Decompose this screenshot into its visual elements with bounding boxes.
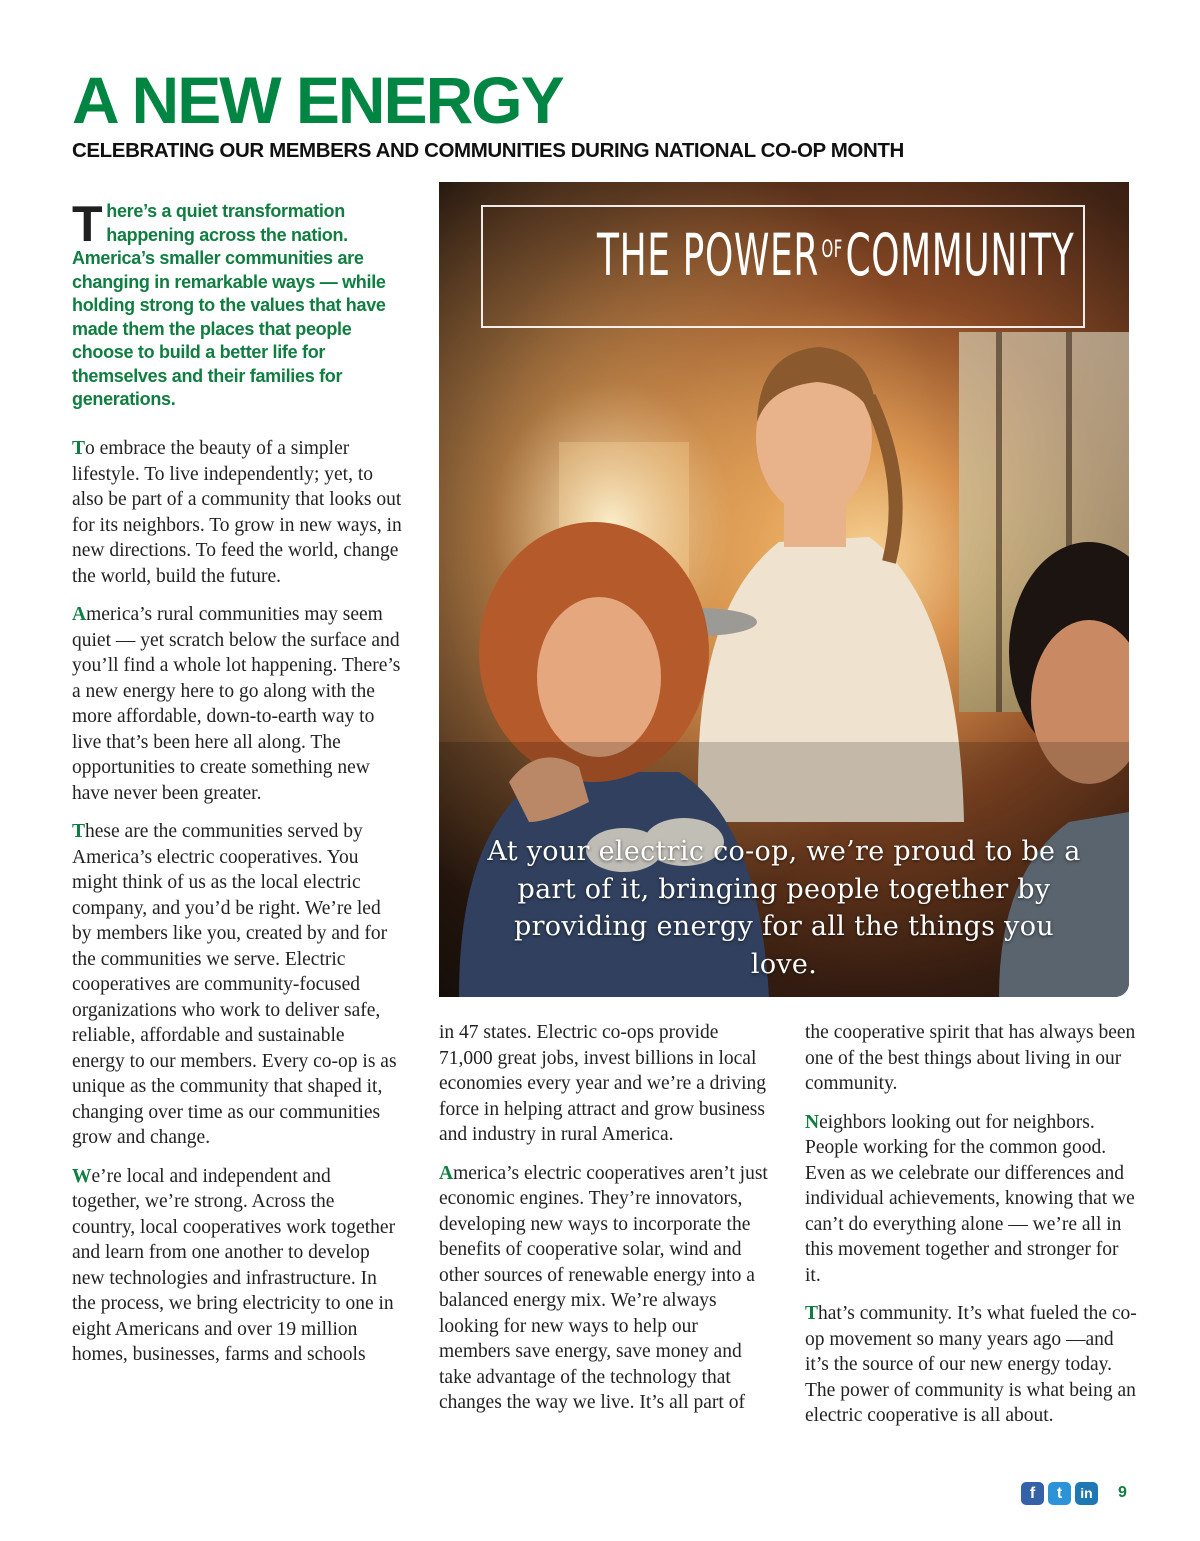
photo-title: [597, 221, 1075, 289]
photo-title-of: OF: [821, 235, 843, 263]
paragraph-text: merica’s rural communities may seem quiet — yet scratch below the surface and you’ll find a whole lot happening. There’s a new energy here to go along with the more affordable, down-to-earth way to live that’s been here all along. The opportunities to create something new have never been greater.: [72, 604, 401, 804]
photo-caption: At your electric co-op, we’re proud to be a part of it, bringing people together by providing energy for all the things you love.: [487, 836, 1081, 980]
article-paragraph: [805, 1020, 1139, 1097]
paragraph-initial: T: [72, 438, 86, 459]
facebook-icon[interactable]: f: [1021, 1482, 1044, 1505]
paragraph-initial: T: [72, 821, 86, 842]
paragraph-text: o embrace the beauty of a simpler lifestyle. To live independently; yet, to also be part of a community that looks out for its neighbors. To grow in new ways, in new directions. To feed the world, change the world, build the future.: [72, 438, 402, 587]
article-column-2: [439, 1020, 771, 1429]
intro-paragraph: [72, 196, 402, 412]
article-column-1: [72, 436, 402, 1381]
page-number: 9: [1118, 1484, 1127, 1501]
intro-dropcap: T: [72, 196, 103, 252]
page-subtitle: CELEBRATING OUR MEMBERS AND COMMUNITIES DURING NATIONAL CO-OP MONTH: [72, 139, 904, 162]
paragraph-initial: N: [805, 1111, 820, 1133]
paragraph-text: merica’s electric cooperatives aren’t just economic engines. They’re innovators, developing new ways to incorporate the benefits of cooperative solar, wind and other sources of renewable energy into a balanced energy mix. We’re always looking for new ways to help our members save energy, save money and take advantage of the technology that changes the way we live. It’s all part of: [439, 1162, 768, 1413]
article-paragraph: [72, 1164, 402, 1368]
community-photo: [439, 182, 1129, 997]
intro-text: here’s a quiet transformation happening across the nation. America’s smaller communities are changing in remarkable ways — while holding strong to the values that have made them the places that people choose to build a better life for themselves and their families for generations.: [72, 201, 386, 409]
paragraph-text: the cooperative spirit that has always been one of the best things about living in our community.: [805, 1022, 1136, 1094]
paragraph-initial: W: [72, 1165, 92, 1187]
article-paragraph: [805, 1301, 1139, 1429]
paragraph-initial: A: [72, 604, 87, 625]
article-column-3: [805, 1020, 1139, 1442]
paragraph-text: hese are the communities served by America’s electric cooperatives. You might think of us as the local electric company, and you’d be right. We’re led by members like you, created by and for the communities we serve. Electric cooperatives are community-focused organizations who work to deliver safe, reliable, affordable and sustainable energy to our members. Every co-op is as unique as the community that shaped it, changing over time as our communities grow and change.: [72, 821, 397, 1148]
social-links: [1021, 1482, 1098, 1505]
article-paragraph: [72, 602, 402, 806]
photo-title-part2: COMMUNITY: [845, 221, 1075, 289]
paragraph-text: hat’s community. It’s what fueled the co-op movement so many years ago —and it’s the source of our new energy today. The power of community is what being an electric cooperative is all about.: [805, 1303, 1137, 1426]
paragraph-text: e’re local and independent and together, we’re strong. Across the country, local cooperatives work together and learn from one another to develop new technologies and infrastructure. In the process, we bring electricity to one in eight Americans and over 19 million homes, businesses, farms and schools: [72, 1165, 396, 1365]
article-paragraph: [439, 1161, 771, 1416]
paragraph-initial: T: [805, 1303, 819, 1324]
photo-title-part1: THE POWER: [597, 221, 819, 289]
article-paragraph: [439, 1020, 771, 1148]
photo-title-frame: [481, 205, 1085, 328]
page-title: A NEW ENERGY: [72, 63, 563, 137]
linkedin-icon[interactable]: in: [1075, 1482, 1098, 1505]
article-paragraph: [72, 436, 402, 589]
article-paragraph: [805, 1110, 1139, 1289]
twitter-icon[interactable]: t: [1048, 1482, 1071, 1505]
paragraph-initial: A: [439, 1162, 454, 1184]
paragraph-text: in 47 states. Electric co-ops provide 71,000 great jobs, invest billions in local economies every year and we’re a driving force in helping attract and grow business and industry in rural America.: [439, 1022, 767, 1145]
article-paragraph: [72, 819, 402, 1151]
paragraph-text: eighbors looking out for neighbors. People working for the common good. Even as we celebrate our differences and individual achievements, knowing that we can’t do everything alone — we’re all in this movement together and stronger for it.: [805, 1111, 1135, 1286]
